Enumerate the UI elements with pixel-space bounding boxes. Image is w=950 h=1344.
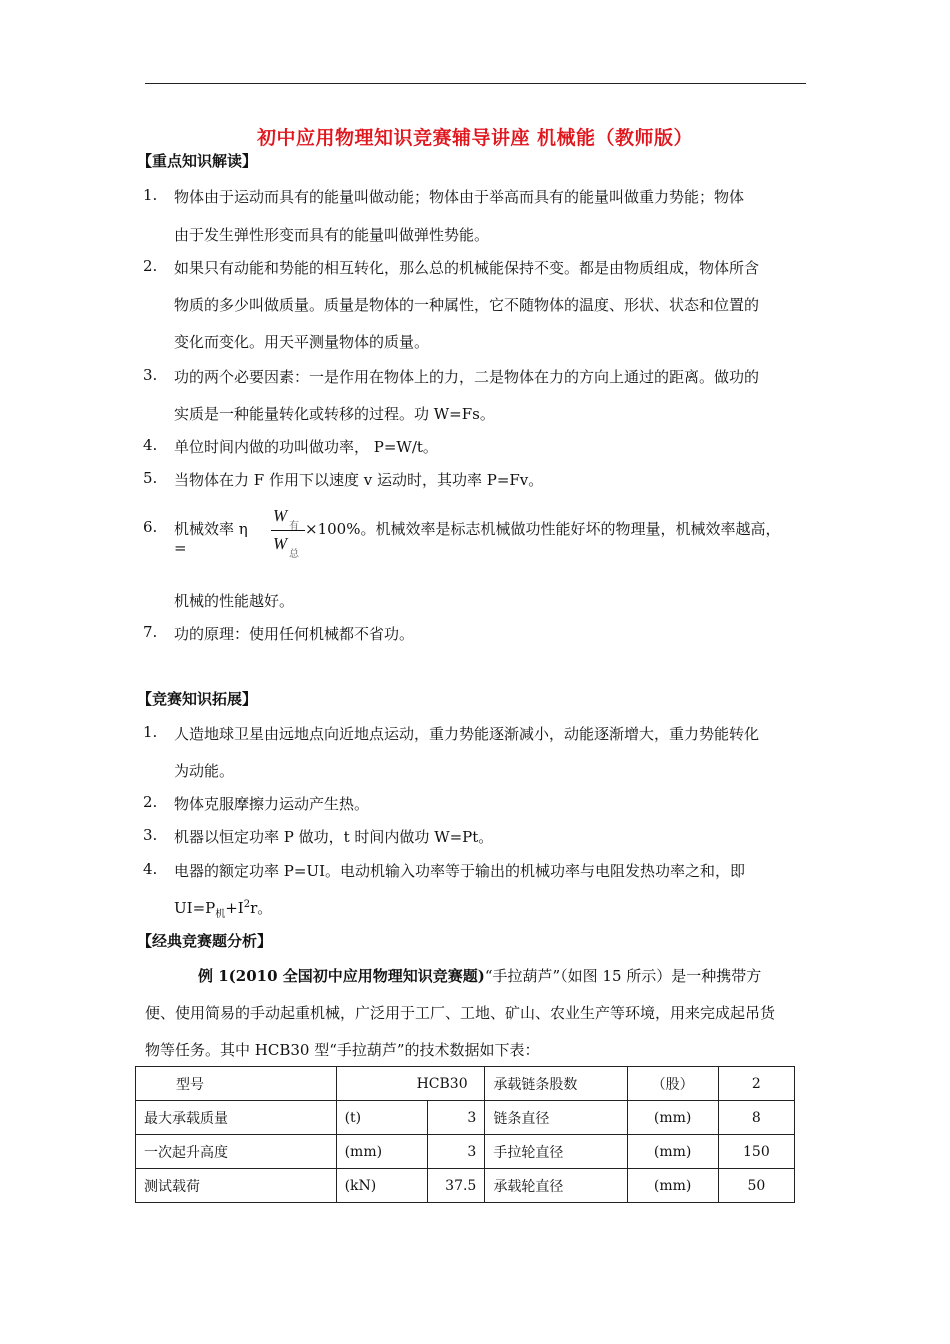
- section-heading-competition-extension: 【竞赛知识拓展】: [137, 690, 258, 708]
- table-cell: 3: [428, 1135, 485, 1169]
- spec-table: [135, 1066, 795, 1203]
- table-cell: 150: [718, 1135, 794, 1169]
- example-text: 便、使用简易的手动起重机械，广泛用于工厂、工地、矿山、农业生产等环境，用来完成起吊货: [145, 1004, 776, 1022]
- formula-subscript: 机: [215, 909, 226, 920]
- table-cell: 测试载荷: [136, 1169, 337, 1203]
- item-text-continuation: 由于发生弹性形变而具有的能量叫做弹性势能。: [174, 226, 490, 244]
- item-number: 1.: [143, 723, 158, 741]
- numerator-symbol: W: [273, 506, 288, 525]
- item-text: 功的原理：使用任何机械都不省功。: [174, 625, 415, 643]
- table-cell: (mm): [336, 1135, 428, 1169]
- item-text-continuation: 变化而变化。用天平测量物体的质量。: [174, 333, 430, 351]
- table-row: [136, 1169, 795, 1203]
- table-cell: 最大承载质量: [136, 1101, 337, 1135]
- example-first-line: [198, 965, 818, 986]
- item-number: 4.: [143, 860, 158, 878]
- item-text: 机器以恒定功率 P 做功，t 时间内做功 W=Pt。: [174, 828, 494, 846]
- example-text: 物等任务。其中 HCB30 型“手拉葫芦”的技术数据如下表：: [145, 1041, 540, 1059]
- header-rule: [145, 83, 806, 84]
- item-number: 7.: [143, 623, 158, 641]
- table-cell: 50: [718, 1169, 794, 1203]
- example-label: 例 1(2010 全国初中应用物理知识竞赛题): [198, 967, 485, 985]
- item-number: 5.: [143, 469, 158, 487]
- table-cell: 2: [718, 1067, 794, 1101]
- item-text-continuation: 机械的性能越好。: [174, 592, 295, 610]
- efficiency-fraction: [271, 506, 307, 560]
- table-cell: 8: [718, 1101, 794, 1135]
- table-cell: 承载轮直径: [485, 1169, 627, 1203]
- item-text: 物体克服摩擦力运动产生热。: [174, 795, 370, 813]
- item-text: 人造地球卫星由远地点向近地点运动，重力势能逐渐减小，动能逐渐增大，重力势能转化: [174, 725, 760, 743]
- table-row: [136, 1067, 795, 1101]
- formula-superscript: 2: [243, 899, 251, 910]
- item-number: 3.: [143, 826, 158, 844]
- table-cell: 3: [428, 1101, 485, 1135]
- table-cell: 手拉轮直径: [485, 1135, 627, 1169]
- item-text: 如果只有动能和势能的相互转化，那么总的机械能保持不变。都是由物质组成，物体所含: [174, 259, 760, 277]
- page-title: 初中应用物理知识竞赛辅导讲座 机械能（教师版）: [256, 127, 694, 149]
- table-cell: （股）: [627, 1067, 718, 1101]
- item-text: 功的两个必要因素：一是作用在物体上的力，二是物体在力的方向上通过的距离。做功的: [174, 368, 760, 386]
- denominator-symbol: W: [273, 534, 288, 553]
- formula-part: +I: [225, 899, 244, 917]
- example-text: “手拉葫芦”（如图 15 所示）是一种携带方: [484, 967, 762, 985]
- table-cell: 37.5: [428, 1169, 485, 1203]
- table-cell: (mm): [627, 1169, 718, 1203]
- table-row: [136, 1135, 795, 1169]
- item-text: 单位时间内做的功叫做功率， P=W/t。: [174, 438, 438, 456]
- table-cell: (kN): [336, 1169, 428, 1203]
- formula-line: [174, 897, 272, 920]
- fraction-bar: [271, 530, 305, 531]
- item-number: 3.: [143, 366, 158, 384]
- table-cell: HCB30: [336, 1067, 485, 1101]
- item-number: 4.: [143, 436, 158, 454]
- item-number: 2.: [143, 257, 158, 275]
- table-cell: 一次起升高度: [136, 1135, 337, 1169]
- item-text-continuation: 物质的多少叫做质量。质量是物体的一种属性，它不随物体的温度、形状、状态和位置的: [174, 296, 760, 314]
- table-row: [136, 1101, 795, 1135]
- formula-part: UI=P: [174, 899, 216, 917]
- item-text-continuation: 实质是一种能量转化或转移的过程。功 W=Fs。: [174, 405, 495, 423]
- item-number: 1.: [143, 186, 158, 204]
- section-heading-classic-problems: 【经典竞赛题分析】: [137, 932, 273, 950]
- item-text-continuation: 为动能。: [174, 762, 235, 780]
- item-text: 物体由于运动而具有的能量叫做动能；物体由于举高而具有的能量叫做重力势能；物体: [174, 188, 745, 206]
- formula-part: r。: [250, 899, 273, 917]
- item-number: 6.: [143, 518, 158, 536]
- section-heading-key-knowledge: 【重点知识解读】: [137, 152, 258, 170]
- table-cell: 承载链条股数: [485, 1067, 627, 1101]
- efficiency-text: ×100%。机械效率是标志机械做功性能好坏的物理量，机械效率越高，: [305, 520, 781, 538]
- item-text: 当物体在力 F 作用下以速度 v 运动时，其功率 P=Fv。: [174, 471, 544, 489]
- table-cell: (t): [336, 1101, 428, 1135]
- efficiency-label: 机械效率 η =: [174, 520, 248, 557]
- table-cell: 链条直径: [485, 1101, 627, 1135]
- denominator-subscript: 总: [289, 549, 299, 560]
- item-number: 2.: [143, 793, 158, 811]
- item-text: 电器的额定功率 P=UI。电动机输入功率等于输出的机械功率与电阻发热功率之和，即: [174, 862, 745, 880]
- table-cell: (mm): [627, 1135, 718, 1169]
- numerator-subscript: 有: [289, 521, 299, 532]
- table-cell: 型号: [136, 1067, 337, 1101]
- table-cell: (mm): [627, 1101, 718, 1135]
